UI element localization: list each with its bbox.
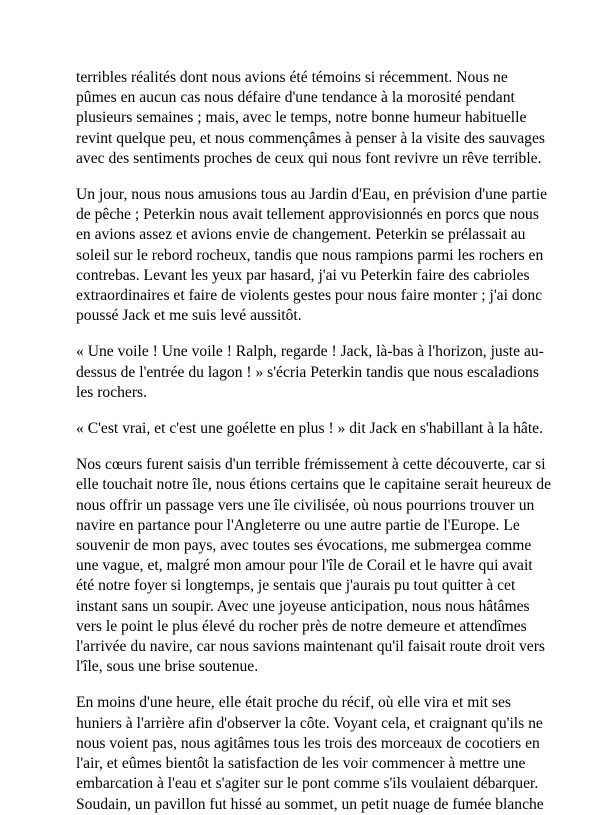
text-line: pûmes en aucun cas nous défaire d'une tendance à la morosité pendant [76,89,515,107]
text-line: en avions assez et avions envie de changement. Peterkin se prélassait au [76,226,526,244]
text-line: elle touchait notre île, nous étions certains que le capitaine serait heureux de [76,476,551,494]
text-line: de pêche ; Peterkin nous avait tellement approvisionnés en porcs que nous [76,206,539,224]
text-line: huniers à l'arrière afin d'observer la côte. Voyant cela, et craignant qu'ils ne [76,714,543,732]
text-line: navire en partance pour l'Angleterre ou une autre partie de l'Europe. Le [76,516,520,534]
body-text [76,68,551,815]
text-line: plusieurs semaines ; mais, avec le temps, notre bonne humeur habituelle [76,109,527,127]
text-line: « Une voile ! Une voile ! Ralph, regarde ! Jack, là-bas à l'horizon, juste au- [76,343,544,361]
text-line: extraordinaires et faire de violents gestes pour nous faire monter ; j'ai donc [76,287,543,305]
paragraph [76,68,545,169]
text-line: dessus de l'entrée du lagon ! » s'écria Peterkin tandis que nous escaladions [76,363,539,381]
paragraph [76,455,551,677]
text-line: soleil sur le rebord rocheux, tandis que nous rampions parmi les rochers en [76,246,544,264]
paragraph [76,185,548,326]
text-line: les rochers. [76,383,148,401]
text-line: avec des sentiments proches de ceux qui nous font revivre un rêve terrible. [76,149,542,167]
text-line: contrebas. Levant les yeux par hasard, j'ai vu Peterkin faire des cabrioles [76,266,530,284]
text-line: nous voient pas, nous agitâmes tous les trois des morceaux de cocotiers en [76,734,540,752]
text-line: été notre foyer si longtemps, je sentais que j'aurais pu tout quitter à cet [76,577,516,595]
text-line: nous offrir un passage vers une île civilisée, où nous pourrions trouver un [76,496,535,514]
text-line: l'île, sous une brise soutenue. [76,658,259,676]
text-line: Soudain, un pavillon fut hissé au sommet, un petit nuage de fumée blanche [76,795,544,813]
text-line: vers le point le plus élevé du rocher près de notre demeure et attendîmes [76,617,527,635]
paragraph [76,693,544,814]
text-line: une vague, et, malgré mon amour pour l'île de Corail et le havre qui avait [76,557,533,575]
text-line: revint quelque peu, et nous commençâmes à penser à la visite des sauvages [76,129,545,147]
text-line: poussé Jack et me suis levé aussitôt. [76,307,302,325]
paragraph [76,419,543,439]
text-line: terribles réalités dont nous avions été témoins si récemment. Nous ne [76,69,508,86]
text-line: l'arrivée du navire, car nous savions maintenant qu'il faisait route droit vers [76,638,545,656]
paragraph [76,342,544,403]
text-line: instant sans un soupir. Avec une joyeuse anticipation, nous nous hâtâmes [76,597,530,615]
text-line: souvenir de mon pays, avec toutes ses évocations, me submergea comme [76,537,532,555]
text-line: Un jour, nous nous amusions tous au Jardin d'Eau, en prévision d'une partie [76,186,548,204]
text-line: l'air, et eûmes bientôt la satisfaction de les voir commencer à mettre une [76,755,526,773]
text-line: « C'est vrai, et c'est une goélette en plus ! » dit Jack en s'habillant à la hâte. [76,420,543,438]
text-line: Nos cœurs furent saisis d'un terrible frémissement à cette découverte, car si [76,456,546,474]
text-line: En moins d'une heure, elle était proche du récif, où elle vira et mit ses [76,694,511,712]
text-line: embarcation à l'eau et s'agiter sur le pont comme s'ils voulaient débarquer. [76,775,539,793]
